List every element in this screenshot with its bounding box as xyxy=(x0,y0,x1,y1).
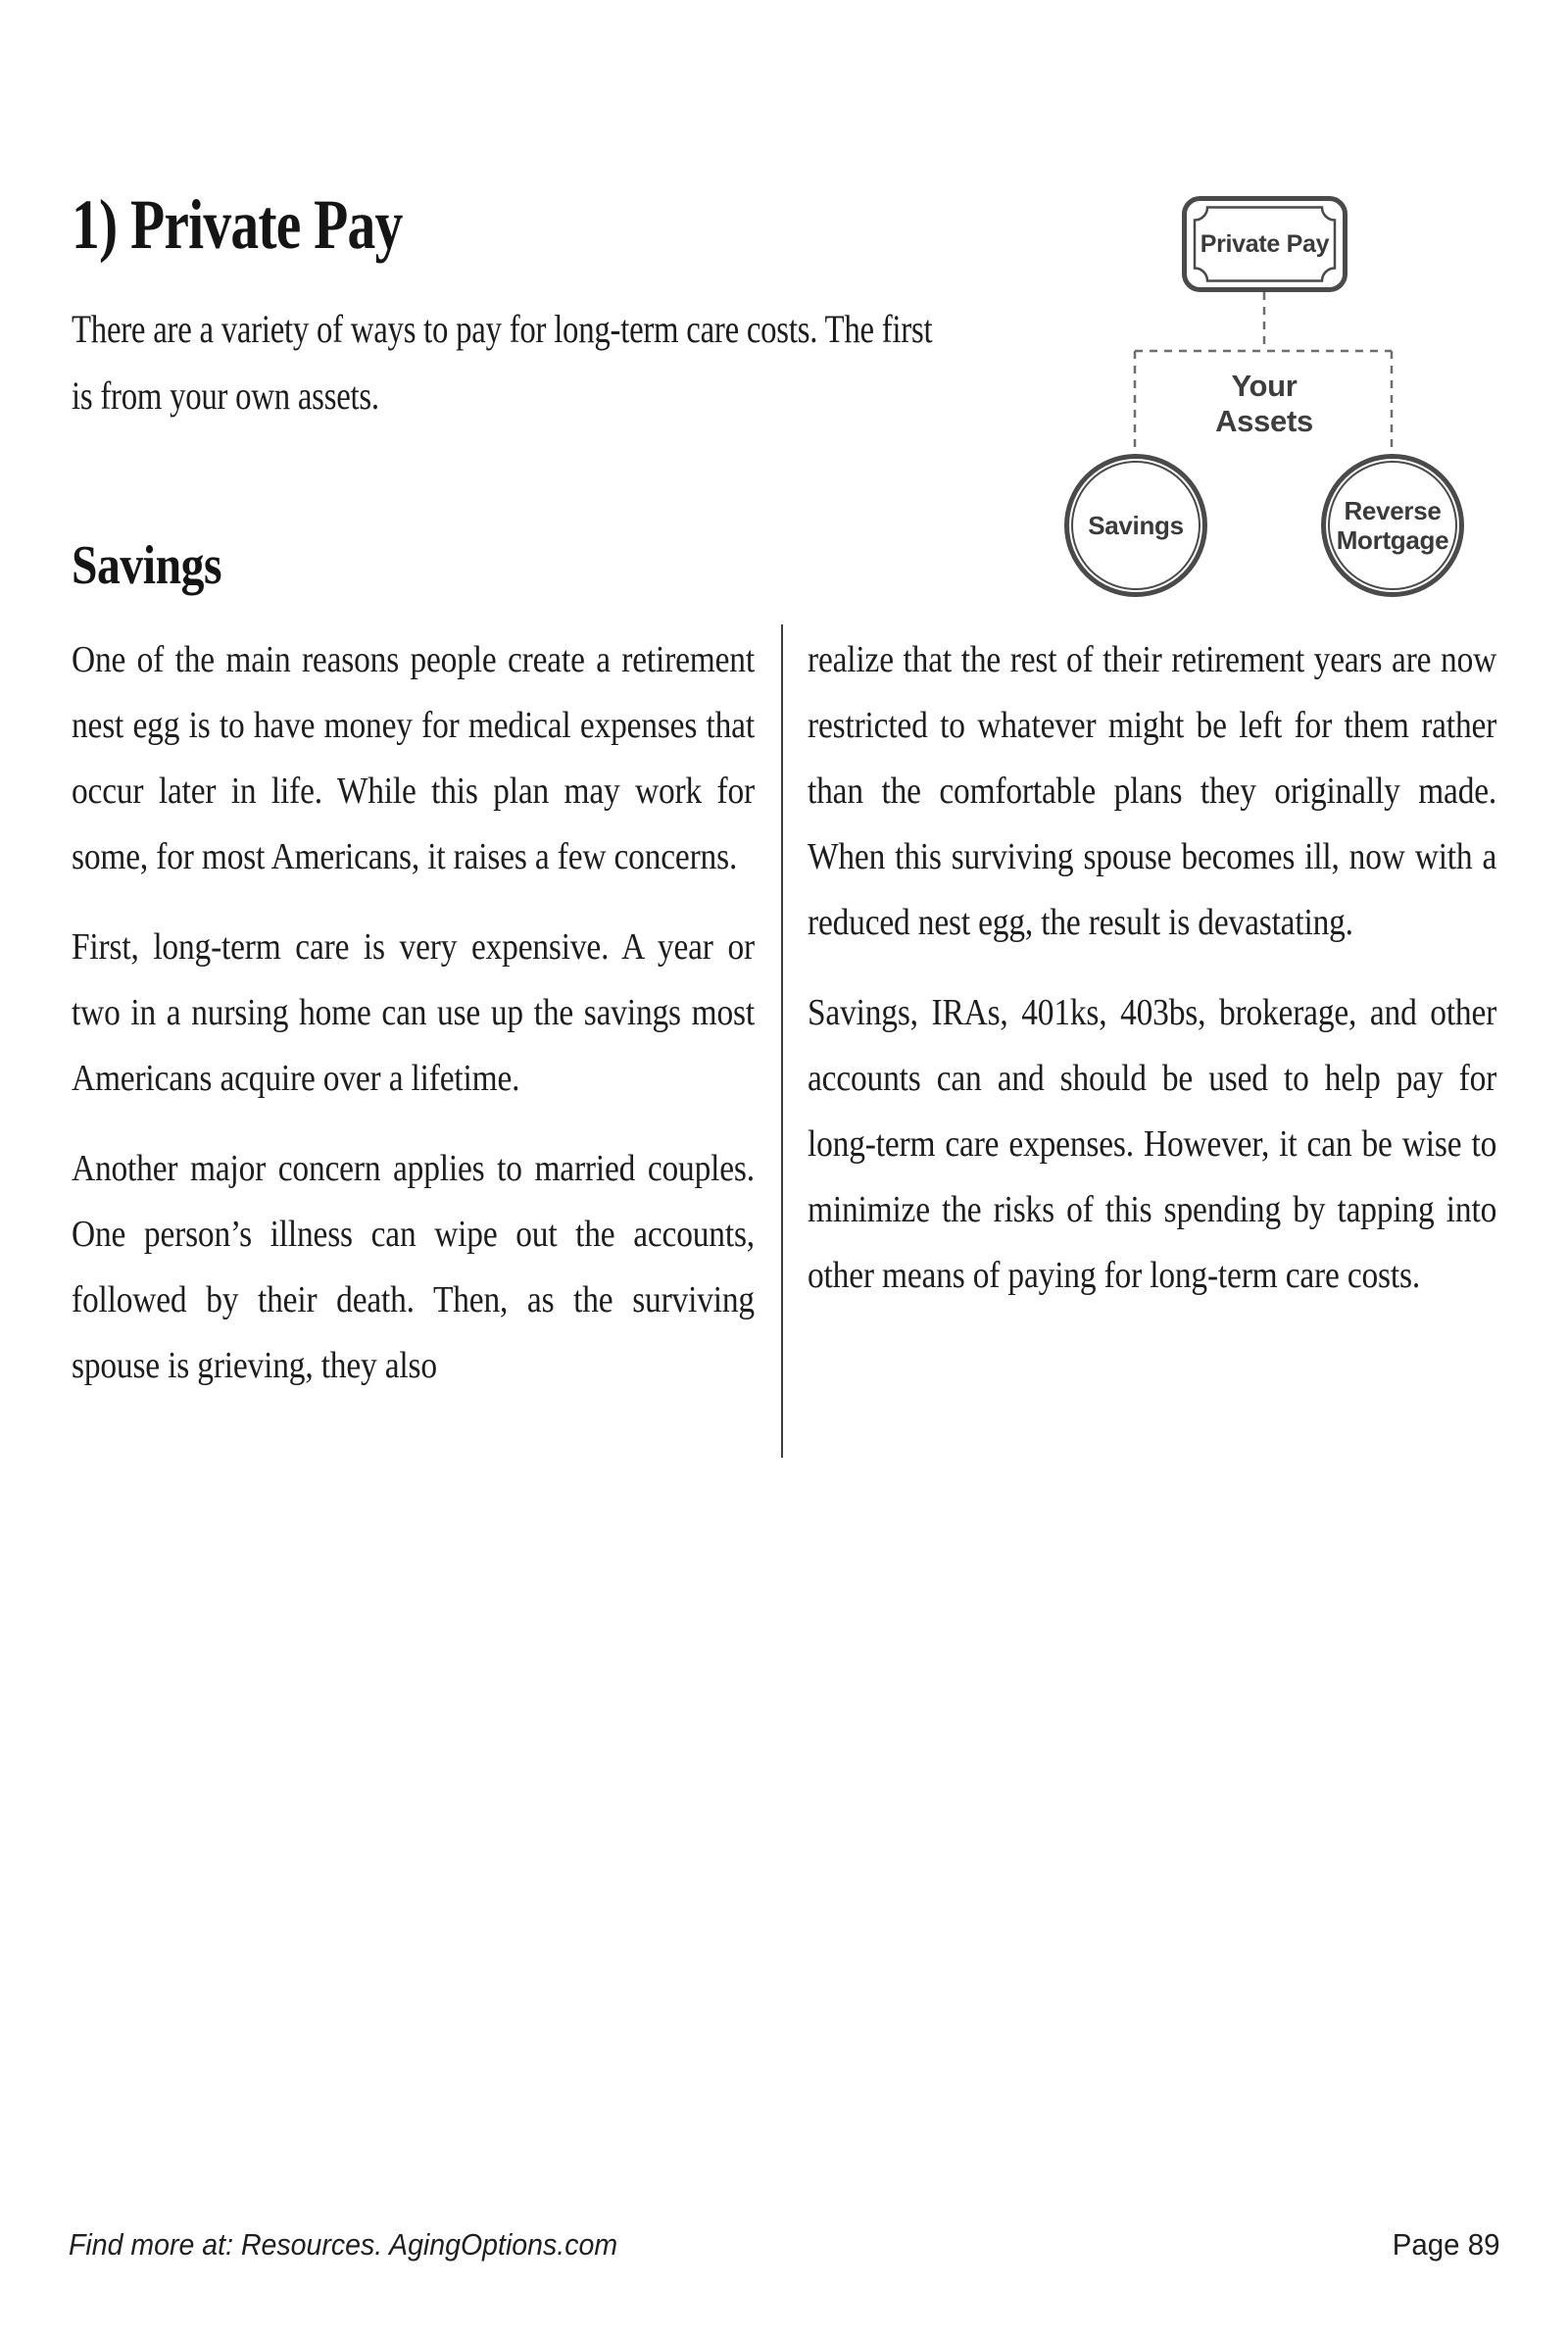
section-heading-savings: Savings xyxy=(72,535,222,596)
private-pay-diagram xyxy=(1039,176,1509,608)
intro-line-2: is from your own assets. xyxy=(72,373,379,418)
diagram-node-savings xyxy=(1064,454,1207,597)
diagram-node-savings-label: Savings xyxy=(1088,511,1184,540)
diagram-center-label: Your Assets xyxy=(1215,369,1313,438)
intro-paragraph xyxy=(72,296,1076,429)
diagram-node-reverse-mortgage xyxy=(1321,454,1464,597)
intro-line-1: There are a variety of ways to pay for long-term care costs. The first xyxy=(72,307,933,351)
paragraph: First, long-term care is very expensive. A year or two in a nursing home can use up the savings most Americans acquire over a lifetime. xyxy=(72,926,755,1099)
body-column-right xyxy=(808,627,1496,1333)
column-divider xyxy=(781,624,783,1458)
body-column-left xyxy=(72,627,755,1423)
page-title: 1) Private Pay xyxy=(72,185,403,264)
paragraph: One of the main reasons people create a retirement nest egg is to have money for medical expenses that occur later in life. While this plan may work for some, for most Americans, it raises a few concerns. xyxy=(72,639,755,877)
diagram-root-node xyxy=(1182,196,1348,292)
paragraph: Another major concern applies to married couples. One person’s illness can wipe out the accounts, followed by their death. Then, as the surviving spouse is grieving, they also xyxy=(72,1148,755,1386)
footer-page-number: Page 89 xyxy=(1392,2227,1499,2262)
diagram-node-reverse-mortgage-label: Reverse Mortgage xyxy=(1336,496,1449,555)
footer-resources-note: Find more at: Resources. AgingOptions.com xyxy=(69,2227,618,2262)
paragraph: realize that the rest of their retirement years are now restricted to whatever might be left for them rather than the comfortable plans they originally made. When this surviving spouse becomes ill, now with a reduced nest egg, the result is devastating. xyxy=(808,639,1497,943)
diagram-root-label: Private Pay xyxy=(1200,229,1330,258)
paragraph: Savings, IRAs, 401ks, 403bs, brokerage, and other accounts can and should be used to help pay for long-term care expenses. However, it can be wise to minimize the risks of this spending by tapping into other means of paying for long-term care costs. xyxy=(808,992,1497,1296)
